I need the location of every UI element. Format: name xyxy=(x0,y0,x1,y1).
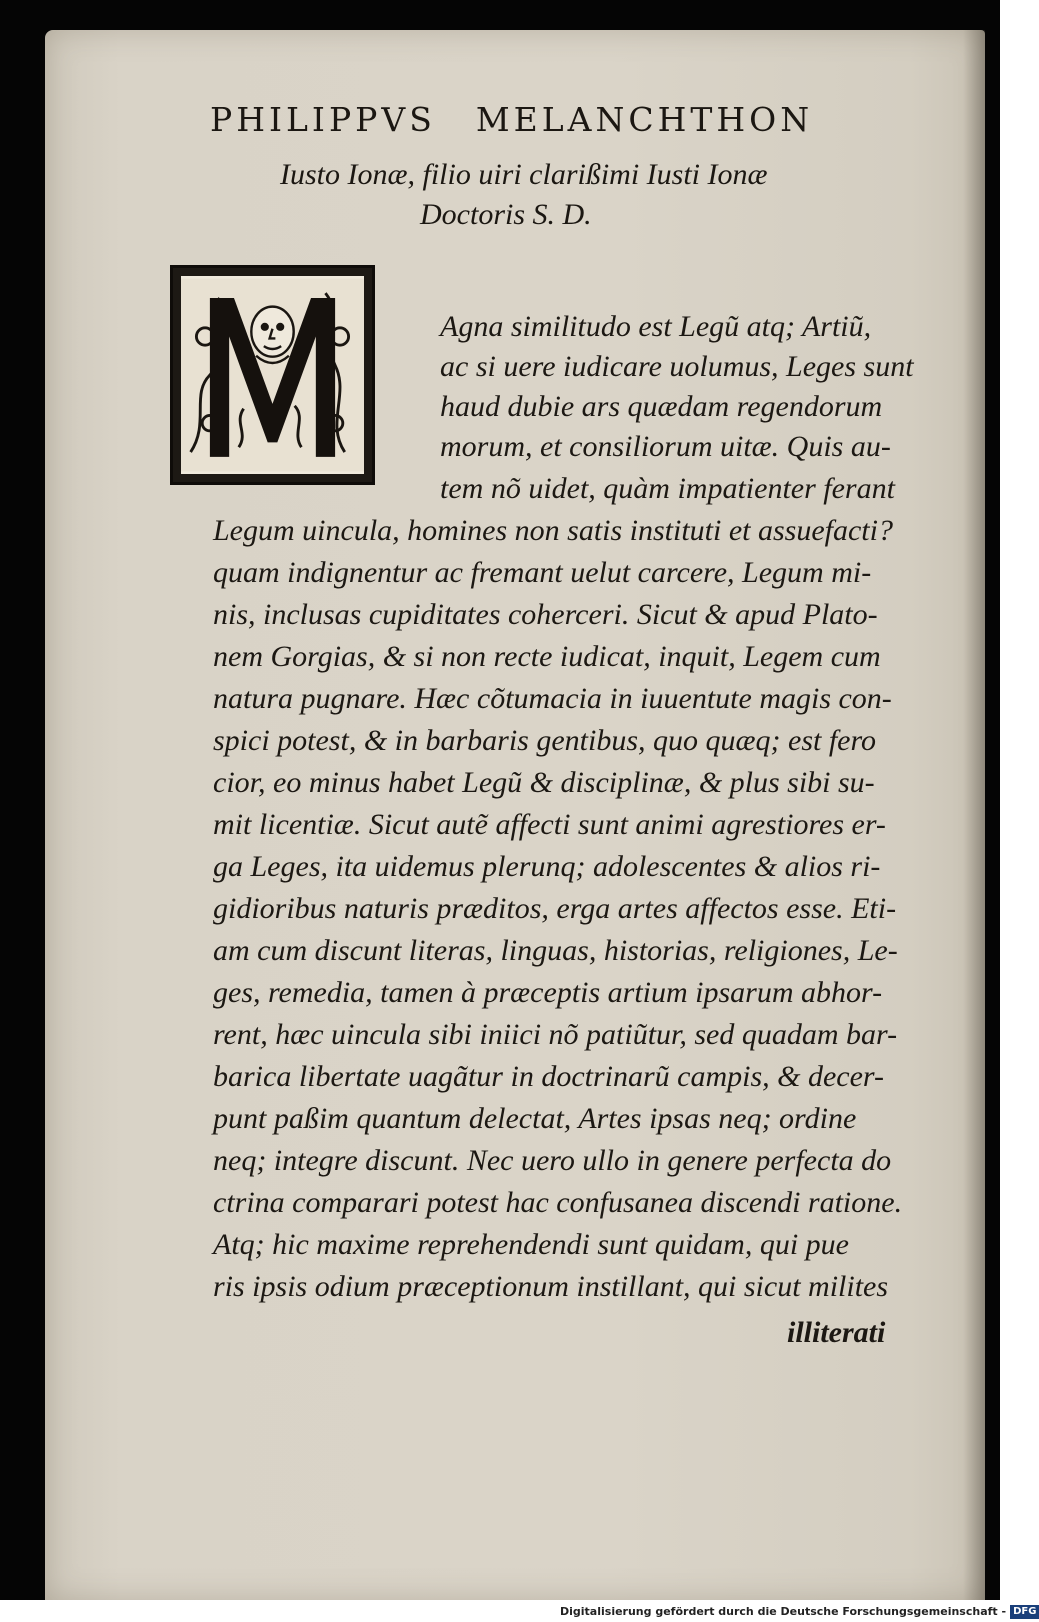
body-line-22: ctrina comparari potest hac confusanea discendi ratione. xyxy=(213,1186,903,1219)
body-line-1: Agna similitudo est Legũ atq; Artiũ, xyxy=(440,310,872,343)
body-line-13: mit licentiæ. Sicut autẽ affecti sunt animi agrestiores er- xyxy=(213,808,886,841)
body-line-14: ga Leges, ita uidemus plerunq; adolescentes & alios ri- xyxy=(213,850,881,883)
running-head-author-last: MELANCHTHON xyxy=(475,100,814,139)
body-line-12: cior, eo minus habet Legũ & disciplinæ, & plus sibi su- xyxy=(213,766,875,799)
body-line-16: am cum discunt literas, linguas, historias, religiones, Le- xyxy=(213,934,898,967)
salutation-line-2: Doctoris S. D. xyxy=(420,198,592,231)
body-line-9: nem Gorgias, & si non recte iudicat, inquit, Legem cum xyxy=(213,640,881,673)
body-line-15: gidioribus naturis præditos, erga artes affectos esse. Eti- xyxy=(213,892,897,925)
body-line-2: ac si uere iudicare uolumus, Leges sunt xyxy=(440,350,914,383)
salutation-line-1: Iusto Ionæ, filio uiri clarißimi Iusti Ionæ xyxy=(280,158,768,191)
credit-text: Digitalisierung gefördert durch die Deutsche Forschungsgemeinschaft - xyxy=(560,1605,1007,1618)
body-line-23: Atq; hic maxime reprehendendi sunt quidam, qui pue xyxy=(213,1228,849,1261)
catchword: illiterati xyxy=(787,1316,886,1349)
body-line-4: morum, et consiliorum uitæ. Quis au- xyxy=(440,430,891,463)
body-line-18: rent, hæc uincula sibi iniici nõ patiũtur, sed quadam bar- xyxy=(213,1018,898,1051)
digitization-credit xyxy=(560,1601,1037,1622)
body-line-6: Legum uincula, homines non satis instituti et assuefacti? xyxy=(213,514,893,547)
body-line-3: haud dubie ars quædam regendorum xyxy=(440,390,883,423)
body-line-10: natura pugnare. Hæc cõtumacia in iuuentute magis con- xyxy=(213,682,892,715)
body-line-17: ges, remedia, tamen à præceptis artium ipsarum abhor- xyxy=(213,976,883,1009)
body-line-11: spici potest, & in barbaris gentibus, quo quæq; est fero xyxy=(213,724,877,757)
body-line-7: quam indignentur ac fremant uelut carcere, Legum mi- xyxy=(213,556,872,589)
dfg-logo: DFG xyxy=(1010,1605,1039,1619)
body-line-19: barica libertate uagãtur in doctrinarũ campis, & decer- xyxy=(213,1060,884,1093)
body-line-20: punt paßim quantum delectat, Artes ipsas neq; ordine xyxy=(213,1102,857,1135)
body-line-8: nis, inclusas cupiditates coherceri. Sicut & apud Plato- xyxy=(213,598,878,631)
body-line-5: tem nõ uidet, quàm impatienter ferant xyxy=(440,472,895,505)
running-head-author-first: PHILIPPVS xyxy=(210,100,436,139)
body-line-24: ris ipsis odium præceptionum instillant, qui sicut milites xyxy=(213,1270,889,1303)
body-line-21: neq; integre discunt. Nec uero ullo in genere perfecta do xyxy=(213,1144,892,1177)
